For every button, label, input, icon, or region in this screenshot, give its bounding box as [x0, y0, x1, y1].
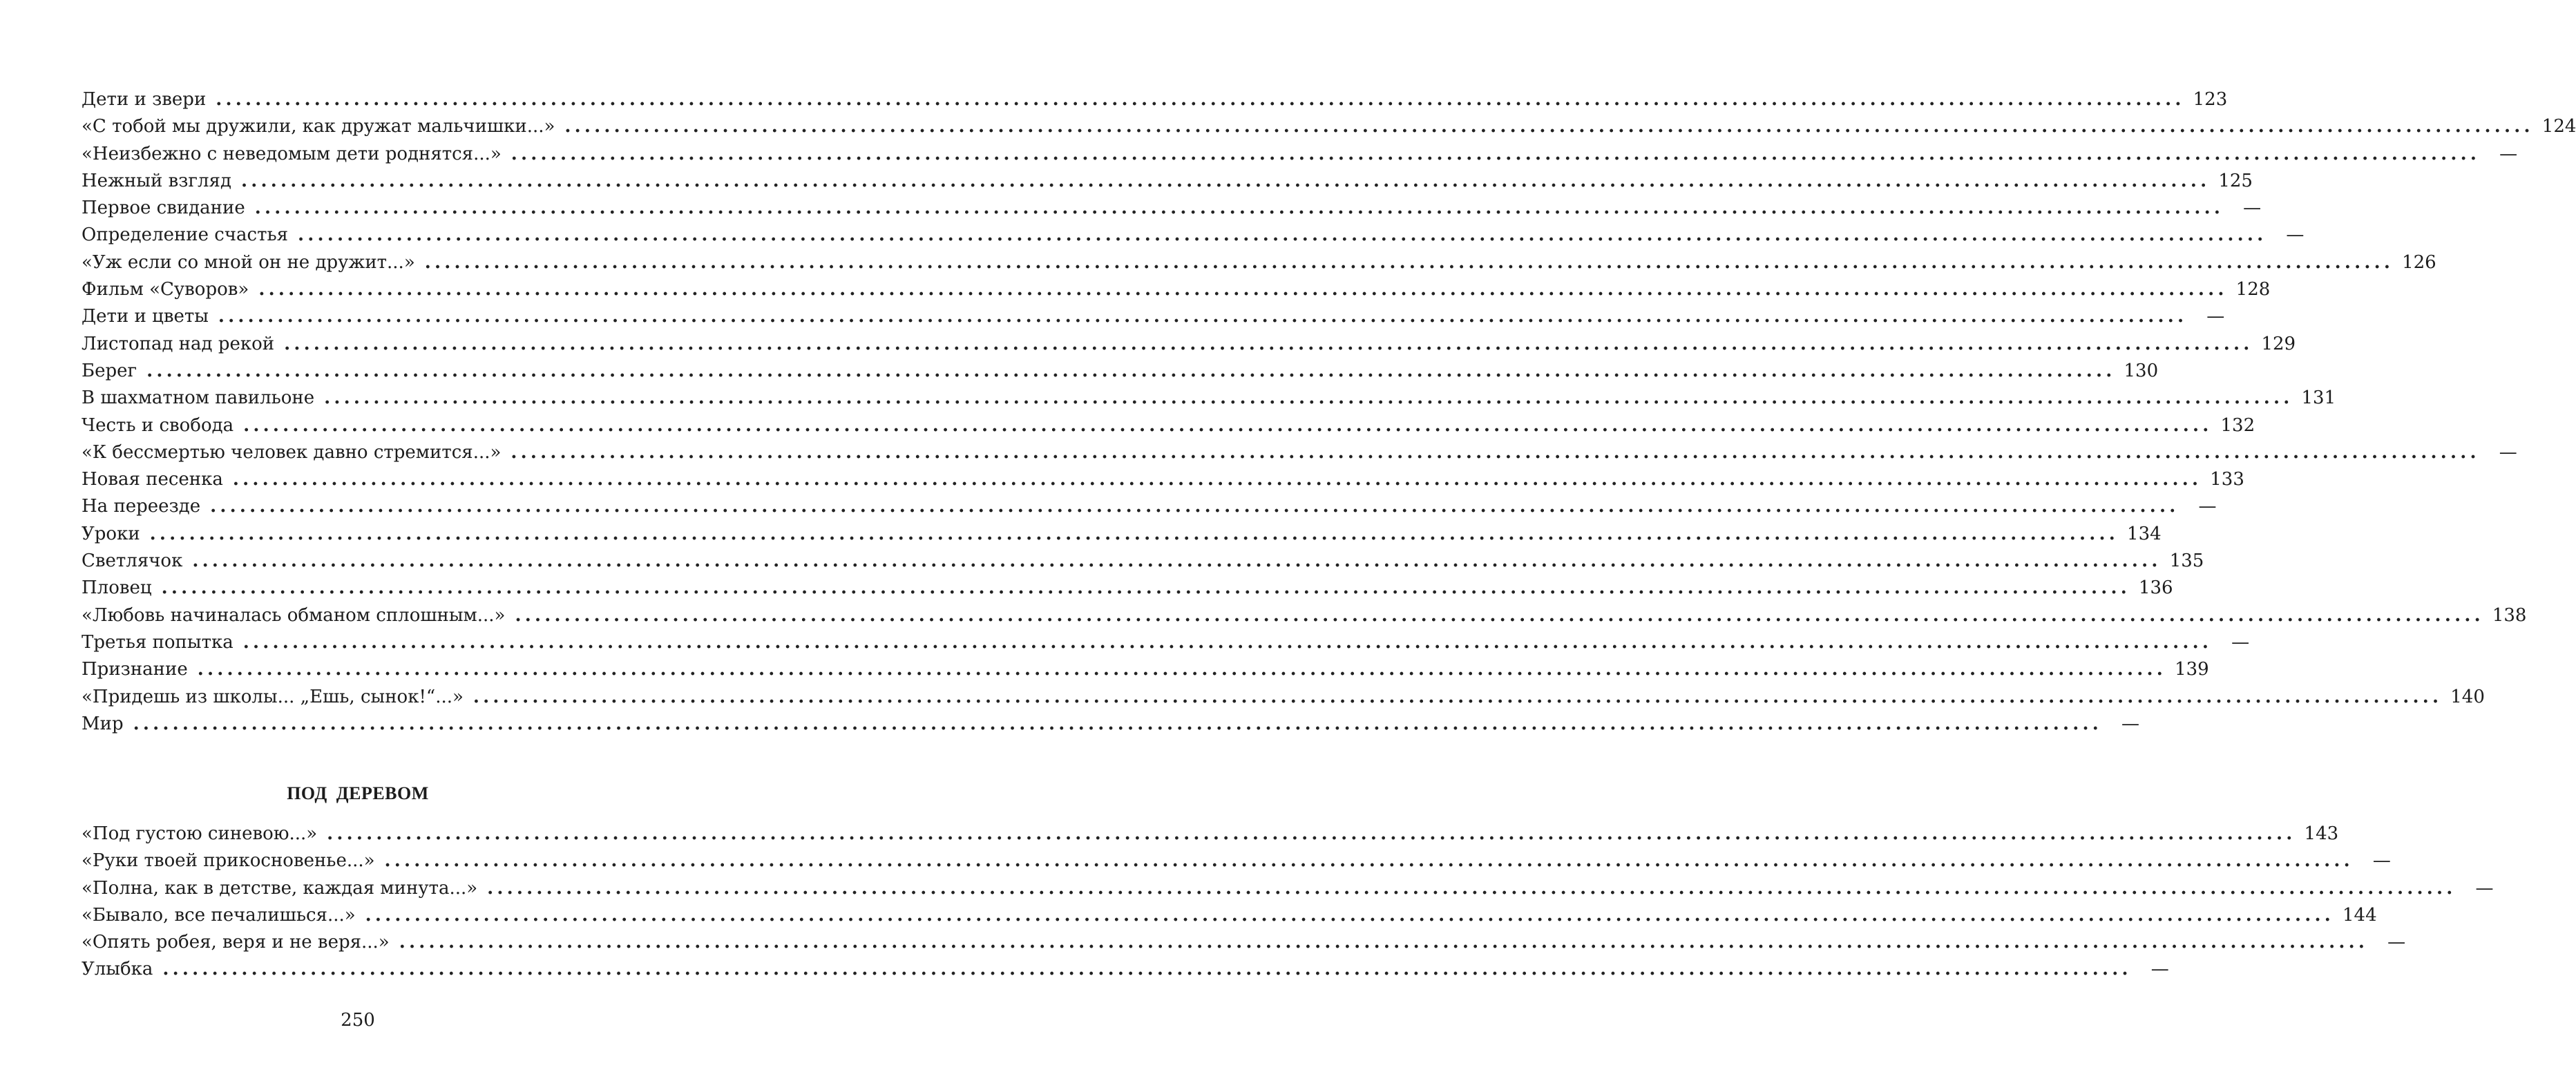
dot-leader: ........................................................................................................................................................................................................ — [284, 333, 2253, 354]
toc-entry-title: «Бывало, все печалишься...» — [82, 904, 356, 926]
dot-leader: ........................................................................................................................................................................................................ — [424, 251, 2394, 273]
dot-leader: ........................................................................................................................................................................................................ — [564, 116, 2534, 137]
toc-entry — [82, 168, 2253, 195]
toc-entry-page: — — [2121, 713, 2139, 734]
dot-leader: ........................................................................................................................................................................................................ — [242, 631, 2213, 653]
toc-entry-page: 139 — [2175, 659, 2209, 680]
toc-entry-title: «Любовь начиналась обманом сплошным...» — [82, 604, 506, 626]
toc-entry — [82, 412, 2255, 439]
toc-entry — [82, 331, 2296, 358]
toc-entry-title: Фильм «Суворов» — [82, 279, 249, 300]
dot-leader: ........................................................................................................................................................................................................ — [384, 850, 2354, 872]
toc-entry-page: — — [2372, 850, 2391, 872]
dot-leader: ........................................................................................................................................................................................................ — [216, 89, 2185, 110]
section-heading: ПОД ДЕРЕВОМ — [287, 783, 429, 803]
toc-entry — [82, 656, 2209, 683]
toc-entry-title: Определение счастья — [82, 224, 289, 246]
dot-leader: ........................................................................................................................................................................................................ — [399, 932, 2369, 953]
toc-entry-page: — — [2387, 932, 2406, 953]
toc-entry-page: 125 — [2218, 170, 2253, 191]
toc-entry-page: 129 — [2261, 333, 2296, 354]
dot-leader: ........................................................................................................................................................................................................ — [240, 170, 2211, 191]
toc-entry-title: Первое свидание — [82, 198, 245, 219]
toc-entry-title: Уроки — [82, 523, 140, 544]
toc-entry-page: 143 — [2304, 823, 2339, 844]
dot-leader: ........................................................................................................................................................................................................ — [243, 414, 2213, 436]
toc-entry-page: 132 — [2220, 414, 2255, 436]
toc-entry — [82, 956, 2169, 983]
toc-entry-title: «Придешь из школы... „Ешь, сынок!“...» — [82, 686, 464, 707]
toc-entry-title: «К бессмертью человек давно стремится...» — [82, 441, 502, 463]
toc-entry-page: — — [2150, 959, 2169, 980]
toc-entry-page: — — [2499, 441, 2517, 463]
toc-entry-title: В шахматном павильоне — [82, 388, 315, 409]
dot-leader: ........................................................................................................................................................................................................ — [298, 224, 2267, 246]
toc-entry-page: 126 — [2402, 251, 2436, 273]
toc-entry — [82, 602, 2527, 629]
dot-leader: ........................................................................................................................................................................................................ — [133, 713, 2102, 734]
toc-entry-title: Берег — [82, 360, 137, 381]
toc-entry — [82, 195, 2262, 222]
toc-entry-title: На переезде — [82, 496, 201, 517]
dot-leader: ........................................................................................................................................................................................................ — [515, 604, 2484, 626]
dot-leader: ........................................................................................................................................................................................................ — [192, 551, 2162, 572]
toc-entry — [82, 575, 2173, 602]
toc-entry — [82, 848, 2391, 874]
toc-entry — [82, 358, 2159, 385]
toc-entry — [82, 902, 2377, 929]
dot-leader: ........................................................................................................................................................................................................ — [146, 360, 2116, 381]
toc-entry — [82, 521, 2162, 548]
toc-entry-page: — — [2499, 143, 2518, 164]
toc-entry — [82, 141, 2518, 168]
dot-leader: ........................................................................................................................................................................................................ — [327, 823, 2296, 844]
toc-entry-page: 130 — [2124, 360, 2159, 381]
toc-entry-title: Третья попытка — [82, 631, 233, 653]
dot-leader: ........................................................................................................................................................................................................ — [473, 686, 2443, 707]
toc-entry — [82, 493, 2217, 520]
toc-entry — [82, 466, 2244, 493]
dot-leader: ........................................................................................................................................................................................................ — [511, 143, 2481, 164]
table-of-contents-second — [82, 821, 2494, 984]
dot-leader: ........................................................................................................................................................................................................ — [232, 469, 2202, 490]
toc-entry-page: 128 — [2235, 279, 2271, 300]
dot-leader: ........................................................................................................................................................................................................ — [487, 877, 2456, 899]
toc-entry — [82, 929, 2406, 956]
toc-entry-title: Улыбка — [82, 959, 153, 980]
toc-entry — [82, 629, 2250, 656]
toc-entry-title: Дети и звери — [82, 89, 207, 110]
page-number: 250 — [341, 1010, 375, 1031]
toc-entry — [82, 249, 2436, 276]
toc-entry-page: — — [2286, 224, 2305, 246]
toc-entry-title: «Неизбежно с неведомым дети роднятся...» — [82, 143, 502, 164]
toc-entry-title: Нежный взгляд — [82, 170, 231, 191]
toc-entry-page: 133 — [2210, 469, 2244, 490]
toc-entry-title: «Опять робея, веря и не веря...» — [82, 932, 390, 953]
toc-entry — [82, 113, 2576, 140]
toc-entry — [82, 303, 2225, 330]
toc-entry-page: 123 — [2193, 89, 2228, 110]
toc-entry-title: Дети и цветы — [82, 306, 209, 327]
dot-leader: ........................................................................................................................................................................................................ — [258, 279, 2228, 300]
toc-entry-title: Новая песенка — [82, 469, 223, 490]
toc-entry-title: «С тобой мы дружили, как дружат мальчишки...» — [82, 116, 555, 137]
toc-entry-title: Светлячок — [82, 551, 183, 572]
toc-entry-page: 131 — [2301, 388, 2336, 409]
toc-entry — [82, 684, 2485, 711]
toc-entry-title: «Полна, как в детстве, каждая минута...» — [82, 877, 478, 899]
toc-entry-page: — — [2243, 198, 2262, 219]
toc-entry-title: «Под густою синевою...» — [82, 823, 318, 844]
toc-entry-page: 124 — [2541, 116, 2576, 137]
toc-entry-title: Признание — [82, 659, 188, 680]
dot-leader: ........................................................................................................................................................................................................ — [149, 523, 2119, 544]
dot-leader: ........................................................................................................................................................................................................ — [197, 659, 2167, 680]
toc-entry-page: 140 — [2450, 686, 2485, 707]
toc-entry-title: Пловец — [82, 577, 152, 599]
toc-entry — [82, 821, 2339, 848]
toc-entry-page: — — [2475, 877, 2494, 899]
toc-entry — [82, 276, 2271, 303]
toc-entry-title: Мир — [82, 713, 124, 734]
toc-entry — [82, 548, 2204, 575]
toc-entry-title: Честь и свобода — [82, 414, 234, 436]
toc-entry — [82, 86, 2228, 113]
toc-entry-page: 135 — [2169, 551, 2204, 572]
toc-entry-page: 136 — [2138, 577, 2173, 599]
dot-leader: ........................................................................................................................................................................................................ — [324, 388, 2293, 409]
toc-entry-page: 138 — [2492, 604, 2527, 626]
toc-entry — [82, 439, 2517, 466]
table-of-contents-first — [82, 86, 2576, 738]
toc-entry — [82, 385, 2336, 412]
dot-leader: ........................................................................................................................................................................................................ — [210, 496, 2179, 517]
toc-entry-page: 144 — [2343, 904, 2377, 926]
dot-leader: ........................................................................................................................................................................................................ — [161, 577, 2130, 599]
toc-entry-title: «Руки твоей прикосновенье...» — [82, 850, 375, 872]
dot-leader: ........................................................................................................................................................................................................ — [218, 306, 2188, 327]
toc-entry — [82, 875, 2494, 902]
toc-entry-title: Листопад над рекой — [82, 333, 275, 354]
toc-entry-page: — — [2198, 496, 2217, 517]
toc-entry-page: — — [2231, 631, 2250, 653]
toc-entry-page: — — [2206, 306, 2225, 327]
dot-leader: ........................................................................................................................................................................................................ — [365, 904, 2334, 926]
dot-leader: ........................................................................................................................................................................................................ — [254, 198, 2224, 219]
dot-leader: ........................................................................................................................................................................................................ — [511, 441, 2480, 463]
toc-entry — [82, 222, 2305, 249]
toc-entry-page: 134 — [2127, 523, 2162, 544]
toc-entry — [82, 711, 2139, 738]
toc-entry-title: «Уж если со мной он не дружит...» — [82, 251, 415, 273]
dot-leader: ........................................................................................................................................................................................................ — [162, 959, 2132, 980]
